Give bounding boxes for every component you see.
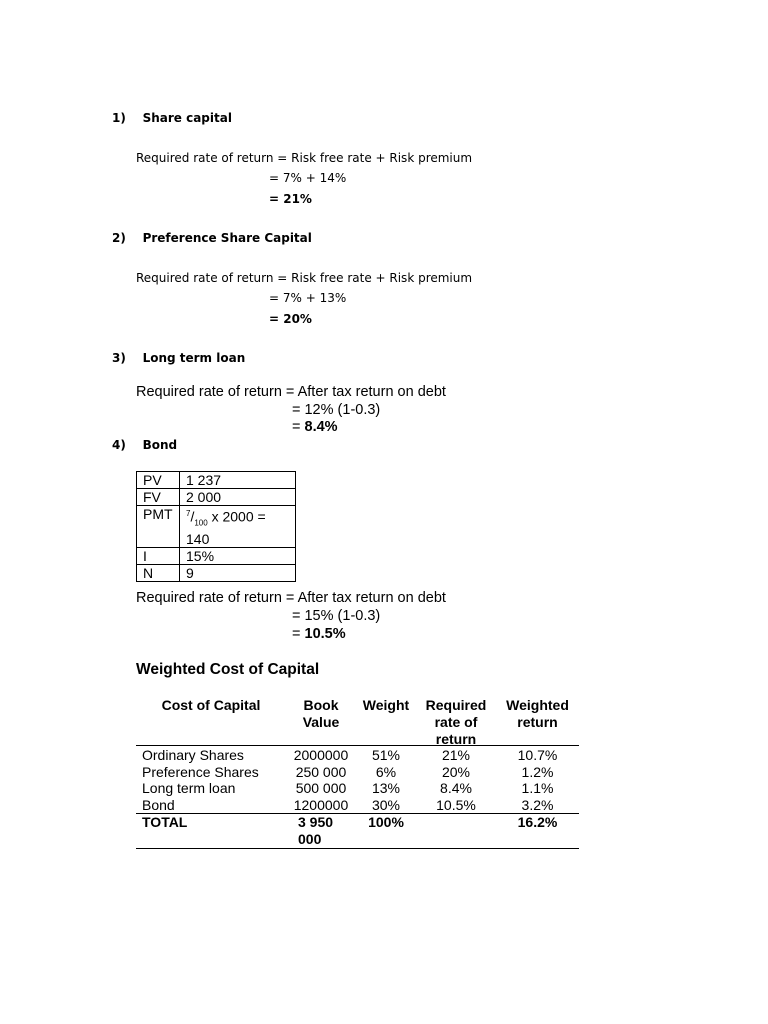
- table-row: [136, 747, 579, 764]
- section-4-step: = 15% (1-0.3): [292, 608, 381, 624]
- row-book-value: 1200000: [293, 796, 349, 813]
- total-required: [416, 814, 496, 847]
- section-3-result: = 8.4%: [292, 419, 338, 435]
- section-2-result: = 20%: [269, 312, 312, 326]
- row-name: Bond: [142, 796, 175, 813]
- fv-label: FV: [137, 489, 180, 506]
- row-required: 8.4%: [440, 780, 472, 796]
- table-row: [137, 472, 296, 489]
- section-1-result: = 21%: [269, 192, 312, 206]
- section-4-heading: [112, 438, 177, 452]
- row-weighted: 1.1%: [521, 780, 554, 796]
- row-book-value: 500 000: [295, 780, 347, 796]
- row-weight: 30%: [371, 796, 401, 813]
- section-title: Share capital: [142, 111, 232, 125]
- header-book-value: Book Value: [302, 697, 340, 730]
- section-1-heading: [112, 111, 232, 125]
- table-row: [136, 764, 579, 781]
- row-weighted: 3.2%: [521, 796, 554, 813]
- section-number: 3): [112, 351, 126, 365]
- section-2-step: = 7% + 13%: [269, 291, 347, 305]
- section-title: Long term loan: [142, 351, 246, 365]
- section-number: 1): [112, 111, 126, 125]
- total-book-value: 3 950 000: [298, 814, 334, 847]
- table-row: [137, 565, 296, 582]
- total-weighted: 16.2%: [517, 814, 558, 830]
- section-4-formula: Required rate of return = After tax return on debt: [136, 590, 446, 606]
- section-2-formula: Required rate of return = Risk free rate + Risk premium: [136, 271, 473, 285]
- row-required: 21%: [441, 747, 471, 763]
- header-required-rate: Required rate of return: [425, 697, 487, 747]
- i-value: 15%: [180, 548, 296, 565]
- i-label: I: [137, 548, 180, 565]
- section-1-formula: Required rate of return = Risk free rate + Risk premium: [136, 151, 473, 165]
- n-value: 9: [180, 565, 296, 582]
- row-weighted: 10.7%: [517, 747, 558, 763]
- header-cost-of-capital: Cost of Capital: [161, 697, 261, 713]
- header-weighted-return: Weighted return: [506, 697, 569, 730]
- row-name: Long term loan: [142, 780, 236, 796]
- row-weight: 13%: [371, 780, 401, 796]
- row-required: 20%: [441, 763, 471, 780]
- wacc-total-row: [136, 814, 579, 849]
- row-required: 10.5%: [436, 796, 476, 813]
- pmt-expression: x 2000 =: [207, 508, 266, 525]
- bond-table: [136, 471, 296, 582]
- wacc-header-row: [136, 695, 579, 746]
- row-book-value: 2000000: [293, 747, 349, 763]
- pmt-numerator: 7: [186, 509, 191, 518]
- row-name: Ordinary Shares: [142, 747, 244, 763]
- section-3-step: = 12% (1-0.3): [292, 402, 381, 418]
- pmt-label: PMT: [137, 506, 180, 548]
- section-4-result: = 10.5%: [292, 626, 346, 642]
- fv-value: 2 000: [180, 489, 296, 506]
- row-name: Preference Shares: [142, 763, 259, 780]
- row-weight: 51%: [371, 747, 401, 763]
- pv-value: 1 237: [180, 472, 296, 489]
- section-1-step: = 7% + 14%: [269, 171, 347, 185]
- table-row: [136, 780, 579, 797]
- result-value: 8.4%: [304, 419, 338, 435]
- section-3-formula: Required rate of return = After tax return on debt: [136, 384, 446, 400]
- total-weight: 100%: [368, 814, 404, 830]
- total-label: TOTAL: [142, 814, 188, 830]
- row-weight: 6%: [375, 763, 397, 780]
- section-title: Bond: [142, 438, 178, 452]
- row-book-value: 250 000: [295, 763, 347, 780]
- table-row: [136, 797, 579, 814]
- result-value: 10.5%: [304, 626, 346, 642]
- section-3-heading: [112, 351, 245, 365]
- wacc-body: [136, 746, 579, 814]
- table-row: [137, 506, 296, 548]
- n-label: N: [137, 565, 180, 582]
- wacc-title: Weighted Cost of Capital: [136, 661, 320, 678]
- section-number: 2): [112, 231, 126, 245]
- table-row: [137, 548, 296, 565]
- section-title: Preference Share Capital: [142, 231, 312, 245]
- pmt-result: 140: [186, 531, 210, 548]
- section-2-heading: [112, 231, 312, 245]
- section-number: 4): [112, 438, 126, 452]
- row-weighted: 1.2%: [521, 763, 554, 780]
- table-row: [137, 489, 296, 506]
- pmt-value: $^7/_{100}$ x 2000 = 140: [180, 506, 296, 548]
- pv-label: PV: [137, 472, 180, 489]
- header-weight: Weight: [362, 697, 410, 713]
- wacc-table: [136, 695, 579, 849]
- pmt-denominator: 100: [194, 518, 208, 528]
